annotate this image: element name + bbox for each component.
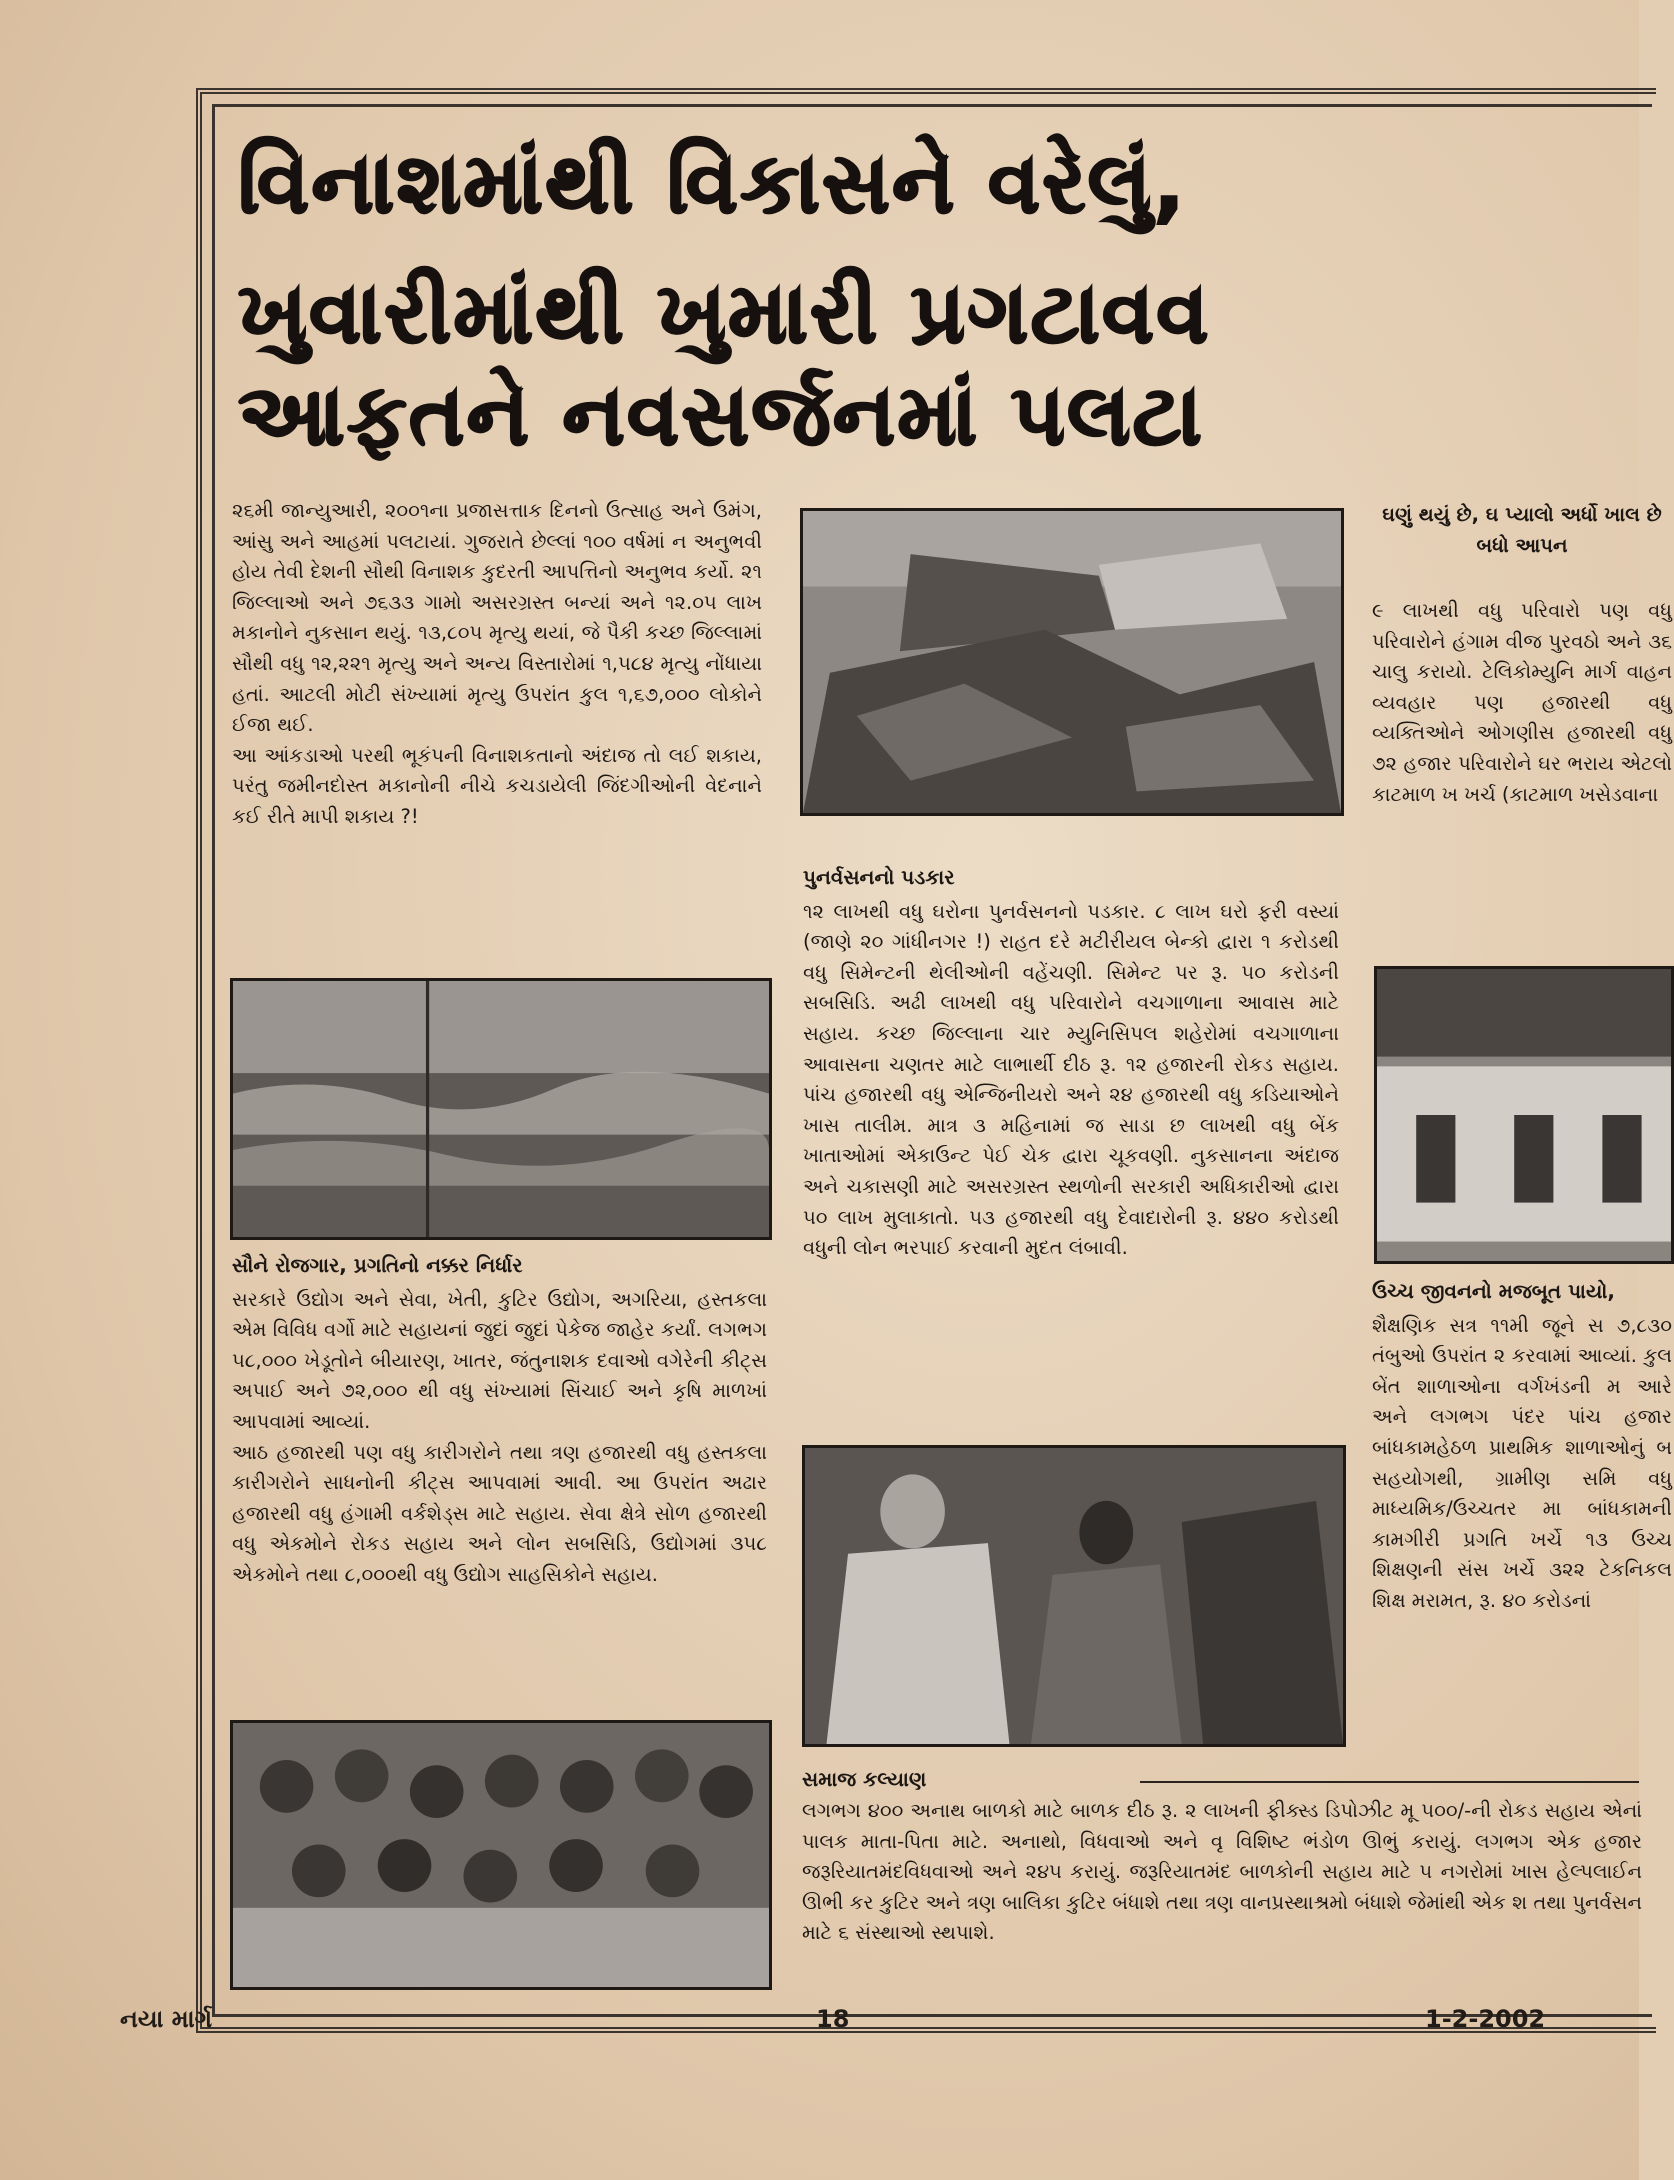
- headline-line-3: આફતને નવસર્જનમાં પલટા: [238, 366, 1204, 464]
- social-welfare-subhead: સમાજ કલ્યાણ: [802, 1767, 927, 1791]
- employment-paragraph-2: આઠ હજારથી પણ વધુ કારીગરોને તથા ત્રણ હજારથી વધુ હસ્તકલા કારીગરોને સાધનોની કીટ્સ આપવામાં આવી. આ ઉપરાંત અઢાર હજારથી વધુ હંગામી વર્કશેડ્સ માટે સહાય. સેવા ક્ષેત્રે સોળ હજારથી વધુ એકમોને રોકડ સહાય અને લોન સબસિડિ, ઉદ્યોગમાં ૩૫૮ એકમોને તથા ૮,૦૦૦થી વધુ ઉદ્યોગ સાહસિકોને સહાય.: [232, 1440, 767, 1586]
- headline-line-2: ખુવારીમાંથી ખુમારી પ્રગટાવવ: [238, 264, 1211, 362]
- publication-name: નયા માર્ગ: [120, 2005, 213, 2033]
- employment-paragraph-1: સરકારે ઉદ્યોગ અને સેવા, ખેતી, કુટિર ઉદ્યોગ, અગરિયા, હસ્તકલા એમ વિવિધ વર્ગો માટે સહાયનાં જુદાં જુદાં પેકેજ જાહેર કર્યાં. લગભગ ૫૮,૦૦૦ ખેડૂતોને બીયારણ, ખાતર, જંતુનાશક દવાઓ વગેરેની કીટ્સ અપાઈ અને ૭૨,૦૦૦ થી વધુ સંખ્યામાં સિંચાઈ અને કૃષિ માળખાં આપવામાં આવ્યાં.: [232, 1287, 767, 1433]
- column-2-text: [803, 862, 1339, 1264]
- children-group-photo: [230, 1720, 772, 1990]
- issue-date: 1-2-2002: [1425, 2005, 1546, 2033]
- rehabilitation-paragraph: ૧૨ લાખથી વધુ ઘરોના પુનર્વસનનો પડકાર. ૮ લાખ ઘરો ફરી વસ્યાં (જાણે ૨૦ ગાંધીનગર !) રાહત દરે મટીરીયલ બેન્કો દ્વારા ૧ કરોડથી વધુ સિમેન્ટની થેલીઓની વહેંચણી. સિમેન્ટ પર રૂ. ૫૦ કરોડની સબસિડિ. અઢી લાખથી વધુ પરિવારોને વચગાળાના આવાસ માટે સહાય. કચ્છ જિલ્લાના ચાર મ્યુનિસિપલ શહેરોમાં વચગાળાના આવાસના ચણતર માટે લાભાર્થી દીઠ રૂ. ૧૨ હજારની રોકડ સહાય. પાંચ હજારથી વધુ એન્જિનીયરો અને ૨૪ હજારથી વધુ કડિયાઓને ખાસ તાલીમ. માત્ર ૩ મહિનામાં જ સાડા છ લાખથી વધુ બેંક ખાતાઓમાં એકાઉન્ટ પેઈ ચેક દ્વારા ચૂકવણી. નુકસાનના અંદાજ અને ચકાસણી માટે અસરગ્રસ્ત સ્થળોની સરકારી અધિકારીઓ દ્વારા ૫૦ લાખ મુલાકાતો. ૫૩ હજારથી વધુ દેવાદારોની રૂ. ૪૪૦ કરોડથી વધુની લોન ભરપાઈ કરવાની મુદત લંબાવી.: [803, 899, 1339, 1260]
- education-paragraph: શૈક્ષણિક સત્ર ૧૧મી જૂને સ ૭,૮૩૦ તંબુઓ ઉપરાંત ૨ કરવામાં આવ્યાં. કુલ બેંત શાળાઓના વર્ગખંડની મ આરે અને લગભગ પંદર પાંચ હજાર બાંધકામહેઠળ પ્રાથમિક શાળાઓનું બ સહયોગથી, ગ્રામીણ સમિ વધુ માધ્યમિક/ઉચ્ચતર મા બાંધકામની કામગીરી પ્રગતિ ખર્ચે ૧૩ ઉચ્ચ શિક્ષણની સંસ ખર્ચે ૩૨૨ ટેકનિકલ શિક્ષ મરામત, રૂ. ૪૦ કરોડનાં: [1372, 1313, 1672, 1612]
- column-3: [1372, 500, 1672, 1780]
- flood-photo: [230, 978, 772, 1240]
- pull-quote: ઘણું થયું છે, ઘ પ્યાલો અર્ધો ખાલ છે બધો આપન: [1382, 503, 1662, 557]
- social-welfare-subhead-wrap: [802, 1764, 1062, 1799]
- column-1-lower: [232, 1250, 767, 1591]
- page-number: 18: [816, 2005, 850, 2033]
- school-building-photo: [1374, 966, 1674, 1264]
- column-3-paragraph-1: ૯ લાખથી વધુ પરિવારો પણ વધુ પરિવારોને હંગામ વીજ પુરવઠો અને ૩૬ ચાલુ કરાયો. ટેલિકોમ્યુનિ માર્ગ વાહન વ્યવહાર પણ હજારથી વધુ વ્યક્તિઓને ઓગણીસ હજારથી વધુ ૭૨ હજાર પરિવારોને ઘર ભરાય એટલો કાટમાળ ખ ખર્ચ (કાટમાળ ખસેડવાના: [1372, 599, 1672, 806]
- intro-paragraph-1: ૨૬મી જાન્યુઆરી, ૨૦૦૧ના પ્રજાસત્તાક દિનનો ઉત્સાહ અને ઉમંગ, આંસુ અને આહમાં પલટાયાં. ગુજરાતે છેલ્લાં ૧૦૦ વર્ષમાં ન અનુભવી હોય તેવી દેશની સૌથી વિનાશક કુદરતી આપત્તિનો અનુભવ કર્યો. ૨૧ જિલ્લાઓ અને ૭૬૩૩ ગામો અસરગ્રસ્ત બન્યાં અને ૧૨.૦૫ લાખ મકાનોને નુકસાન થયું. ૧૩,૮૦૫ મૃત્યુ થયાં, જે પૈકી કચ્છ જિલ્લામાં સૌથી વધુ ૧૨,૨૨૧ મૃત્યુ અને અન્ય વિસ્તારોમાં ૧,૫૮૪ મૃત્યુ નોંધાયા હતાં. આટલી મોટી સંખ્યામાં મૃત્યુ ઉપરાંત કુલ ૧,૬૭,૦૦૦ લોકોને ઈજા થઈ.: [232, 499, 762, 737]
- column-1-intro: [232, 496, 762, 833]
- intro-paragraph-2: આ આંકડાઓ પરથી ભૂકંપની વિનાશકતાનો અંદાજ તો લઈ શકાય, પરંતુ જમીનદોસ્ત મકાનોની નીચે કચડાયેલી જિંદગીઓની વેદનાને કઈ રીતે માપી શકાય ?!: [232, 743, 762, 828]
- rehabilitation-subhead: પુનર્વસનનો પડકાર: [803, 865, 955, 889]
- section-rule: [1140, 1781, 1639, 1783]
- education-subhead: ઉચ્ચ જીવનનો મજબૂત પાયો,: [1372, 1279, 1615, 1303]
- social-welfare-paragraph: લગભગ ૪૦૦ અનાથ બાળકો માટે બાળક દીઠ રૂ. ૨ લાખની ફીક્સ્ડ ડિપોઝીટ મૂ ૫૦૦/-ની રોકડ સહાય એનાં પાલક માતા-પિતા માટે. અનાથો, વિધવાઓ અને વૃ વિશિષ્ટ ભંડોળ ઊભું કરાયું. લગભગ એક હજાર જરૂરિયાતમંદવિધવાઓ અને ૨૪૫ કરાયું. જરૂરિયાતમંદ બાળકોની સહાય માટે ૫ નગરોમાં ખાસ હેલ્પલાઈન ઊભી કર કુટિર અને ત્રણ બાલિકા કુટિર બંધાશે તથા ત્રણ વાનપ્રસ્થાશ્રમો બંધાશે જેમાંથી એક શ તથા પુનર્વસન માટે ૬ સંસ્થાઓ સ્થપાશે.: [802, 1799, 1642, 1945]
- headline-line-1: વિનાશમાંથી વિકાસને વરેલું,: [238, 134, 1188, 232]
- column-3-lower: [1372, 1276, 1672, 1617]
- collapsed-building-photo: [800, 508, 1344, 816]
- social-welfare-block: [802, 1796, 1642, 2016]
- headline-block: [220, 120, 1639, 480]
- women-photo: [802, 1445, 1346, 1747]
- employment-subhead: સૌને રોજગાર, પ્રગતિનો નક્કર નિર્ધાર: [232, 1253, 523, 1277]
